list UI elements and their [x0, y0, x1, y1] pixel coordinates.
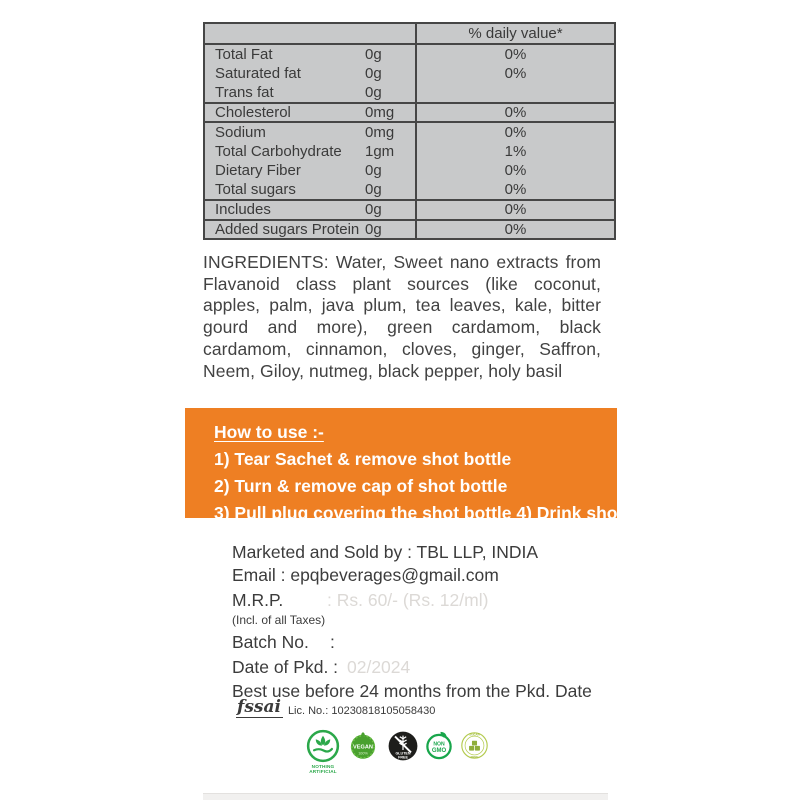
- sugar-free-icon: [460, 731, 489, 760]
- nutrient-name-cell: Trans fat: [215, 83, 274, 101]
- mrp-value: : Rs. 60/- (Rs. 12/ml): [327, 590, 489, 610]
- daily-value-cell: 0%: [416, 220, 615, 240]
- empty-header-cell: [204, 23, 365, 44]
- how-to-use-step: 3) Pull plug covering the shot bottle 4) Drink shot: [214, 503, 624, 523]
- nutrient-name-cell: Saturated fat: [215, 64, 301, 82]
- badge-nothing-artificial: [298, 729, 348, 777]
- amount-cell: 0mg: [365, 103, 416, 123]
- non-gmo-icon: [424, 730, 454, 760]
- amount-cell: 0g: [365, 200, 416, 220]
- how-to-use-step: 2) Turn & remove cap of shot bottle: [214, 476, 508, 496]
- how-to-use-box: [185, 408, 624, 523]
- hand-leaf-icon: [306, 729, 340, 763]
- table-row: [204, 161, 615, 181]
- nutrient-name-cell: Includes: [204, 200, 365, 220]
- badge-label: GLUTEN: [395, 751, 411, 756]
- table-row: [204, 83, 615, 103]
- amount-cell: 1gm: [365, 142, 395, 160]
- email-line: Email : epqbeverages@gmail.com: [232, 565, 499, 585]
- nutrient-name-cell: Total Fat: [204, 44, 365, 64]
- marketed-line: Marketed and Sold by : TBL LLP, INDIA: [232, 542, 539, 562]
- batch-label: Batch No.: [232, 632, 309, 652]
- table-row: [204, 44, 615, 64]
- daily-value-header: % daily value*: [416, 23, 615, 44]
- fssai-license-row: [236, 699, 435, 718]
- badge-label: SUGAR: [469, 732, 480, 737]
- badge-sublabel: FREE: [398, 755, 408, 760]
- amount-cell: 0g: [365, 220, 416, 240]
- mrp-note: (Incl. of all Taxes): [232, 613, 326, 627]
- badge-caption: NOTHING: [311, 765, 335, 770]
- how-to-use-title: How to use :-: [214, 422, 324, 442]
- badge-gluten-free: [387, 730, 419, 762]
- table-header-row: [204, 23, 615, 44]
- pkd-label: Date of Pkd. :: [232, 657, 339, 677]
- table-row: [204, 122, 615, 142]
- table-row: [204, 181, 615, 201]
- barcode-strip: [203, 793, 608, 800]
- daily-value-cell: 0%: [416, 122, 615, 142]
- ingredients-text: INGREDIENTS: Water, Sweet nano extracts from Flavanoid class plant sources (like coconut, apples, palm, java plum, tea leaves, kale, bitter gourd and more), green cardamom, black cardamom, cinnamon, cloves, ginger, Saffron, Neem, Giloy, nutmeg, black pepper, holy basil: [203, 252, 601, 381]
- empty-header-cell: [365, 23, 416, 44]
- table-row: [204, 142, 615, 162]
- mrp-label: M.R.P.: [232, 590, 284, 610]
- badge-sublabel: 100%: [358, 751, 368, 756]
- daily-value-cell: 0%: [416, 64, 615, 84]
- daily-value-cell: 0%: [416, 103, 615, 123]
- badge-label: NON: [433, 741, 445, 748]
- badge-caption: ARTIFICIAL: [309, 769, 337, 775]
- daily-value-cell: 1%: [416, 142, 615, 162]
- daily-value-cell: 0%: [416, 181, 615, 201]
- nutrient-name-cell: Dietary Fiber: [215, 162, 301, 180]
- nutrient-name-cell: Total sugars: [215, 181, 296, 199]
- how-to-use-step: 1) Tear Sachet & remove shot bottle: [214, 449, 512, 469]
- amount-cell: 0g: [365, 83, 382, 101]
- badge-vegan: [348, 731, 378, 761]
- table-row: [204, 200, 615, 220]
- table-row: [204, 103, 615, 123]
- amount-cell: 0g: [365, 44, 416, 64]
- amount-cell: 0mg: [365, 122, 416, 142]
- daily-value-cell: [416, 83, 615, 103]
- nutrition-table: [203, 22, 616, 240]
- nutrient-name-cell: Cholesterol: [204, 103, 365, 123]
- nutrient-name-cell: Added sugars Protein: [204, 220, 365, 240]
- amount-cell: 0g: [365, 181, 382, 199]
- table-row: [204, 64, 615, 84]
- nutrient-name-cell: Total Carbohydrate: [215, 142, 342, 160]
- gluten-free-icon: [387, 730, 419, 762]
- daily-value-cell: 0%: [416, 44, 615, 64]
- amount-cell: 0g: [365, 162, 382, 180]
- pkd-value: 02/2024: [347, 657, 411, 677]
- best-use-line: Best use before 24 months from the Pkd. Date: [232, 681, 592, 701]
- table-row: [204, 220, 615, 240]
- badge-non-gmo: [424, 730, 454, 760]
- fssai-license-number: Lic. No.: 10230818105058430: [287, 705, 436, 717]
- daily-value-cell: 0%: [416, 200, 615, 220]
- batch-colon: :: [330, 632, 335, 652]
- amount-cell: 0g: [365, 64, 382, 82]
- badge-sublabel: FREE: [470, 754, 479, 759]
- fssai-logo: fssai: [237, 697, 281, 717]
- vegan-icon: [348, 731, 378, 761]
- daily-value-cell: 0%: [416, 161, 615, 181]
- badge-sugar-free: [460, 731, 489, 760]
- badge-sublabel: GMO: [431, 747, 447, 754]
- nutrient-name-cell: Sodium: [204, 122, 365, 142]
- badge-label: VEGAN: [353, 744, 373, 751]
